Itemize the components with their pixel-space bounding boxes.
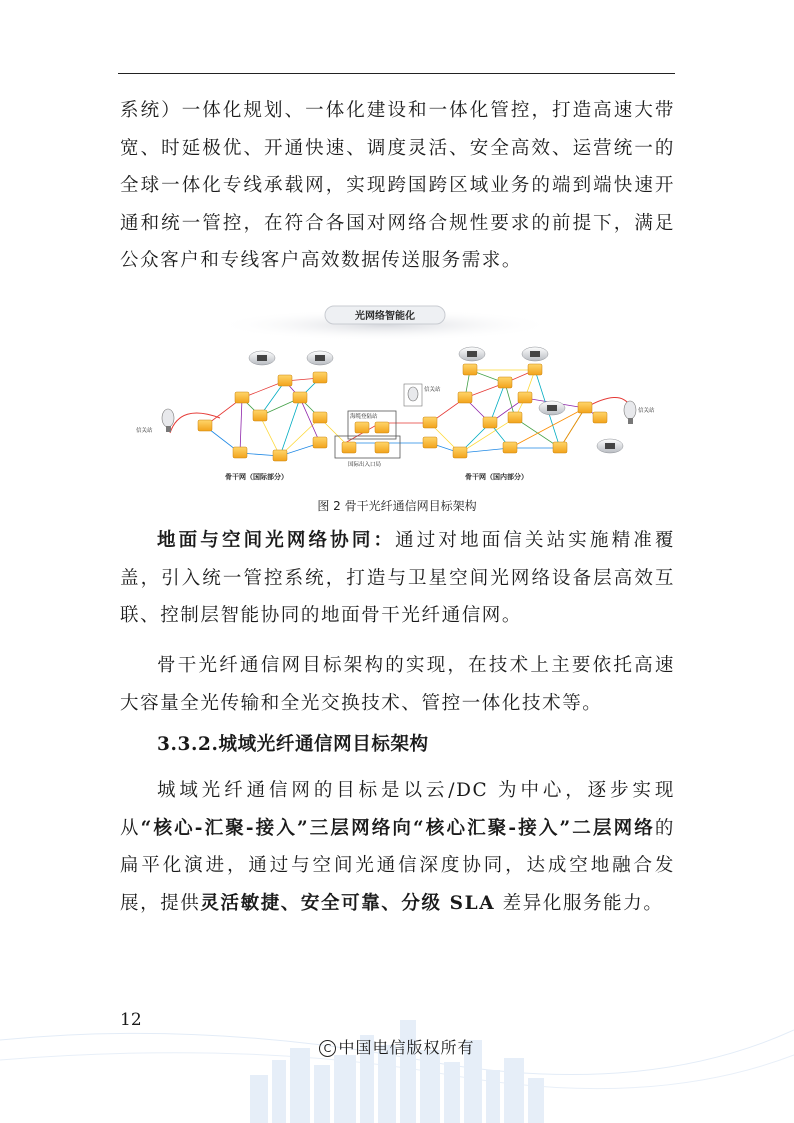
gateway-center-label: 信关站 <box>424 387 441 393</box>
backbone-intl-label: 骨干网（国际部分） <box>225 473 288 481</box>
paragraph-metro-network <box>120 772 675 922</box>
optical-node-icon <box>503 442 517 453</box>
server-icon <box>315 355 325 361</box>
optical-node-icon <box>518 392 532 403</box>
figure-banner: 光网络智能化 <box>355 311 415 322</box>
satellite-dish-icon <box>408 387 418 401</box>
copyright-icon: C <box>319 1040 336 1057</box>
optical-node-icon <box>528 364 542 375</box>
text-span: 的扁平化演进，通过与空间光通信深度协同，达成空地融合发展，提供 <box>120 817 675 914</box>
bold-span: 灵活敏捷、安全可靠、分级 SLA <box>200 892 496 914</box>
gateway-station-icons <box>136 384 655 434</box>
optical-node-icon <box>578 402 592 413</box>
backbone-domestic-label: 骨干网（国内部分） <box>465 473 528 481</box>
mesh-link <box>260 378 320 456</box>
satellite-dish-base <box>628 418 633 424</box>
optical-node-icon <box>463 364 477 375</box>
server-icon <box>605 443 615 449</box>
cable-station-label: 海缆登陆站 <box>350 414 378 420</box>
paragraph-intro: 系统）一体化规划、一体化建设和一体化管控，打造高速大带宽、时延极优、开通快速、调度灵活、安全高效、运营统一的全球一体化专线承载网，实现跨国跨区域业务的端到端快速开通和统一管控，在符合各国对网络合规性要求的前提下，满足公众客户和专线客户高效数据传送服务需求。 <box>120 100 675 271</box>
figure-caption: 图 2 骨干光纤通信网目标架构 <box>317 499 477 513</box>
copyright-text: 中国电信版权所有 <box>338 1038 475 1057</box>
optical-node-icon <box>278 375 292 386</box>
gateway-right-label: 信关站 <box>638 408 655 414</box>
satellite-link-arc <box>170 413 220 433</box>
copyright-notice <box>0 1035 794 1058</box>
optical-node-icon <box>483 417 497 428</box>
header-rule <box>118 73 675 74</box>
paragraph-ground-space-coordination <box>120 522 675 635</box>
optical-node-icon <box>235 392 249 403</box>
satellite-dish-base <box>166 426 171 432</box>
paragraph-body: 通过对地面信关站实施精准覆盖，引入统一管控系统，打造与卫星空间光网络设备层高效互联、控制层智能协同的地面骨干光纤通信网。 <box>120 530 675 626</box>
server-icon <box>257 355 267 361</box>
server-icon <box>467 351 477 357</box>
section-heading: 3.3.2.城域光纤通信网目标架构 <box>157 734 429 755</box>
optical-node-icon <box>253 410 267 421</box>
optical-node-icon <box>375 442 389 453</box>
optical-node-icon <box>313 437 327 448</box>
text-span: 城域光纤通信网的目标是以云/DC 为中心，逐步实现从 <box>120 780 675 839</box>
satellite-dish-icon <box>624 401 636 419</box>
mesh-link <box>260 416 345 456</box>
text-span: 差异化服务能力。 <box>495 892 664 914</box>
intl-gateway-label: 国际出入口局 <box>348 462 382 468</box>
paragraph-architecture-tech: 骨干光纤通信网目标架构的实现，在技术上主要依托高速大容量全光传输和全光交换技术、管控一体化技术等。 <box>120 655 675 714</box>
optical-node-icon <box>273 450 287 461</box>
optical-node-icon <box>423 417 437 428</box>
optical-node-icon <box>313 372 327 383</box>
optical-node-icon <box>375 422 389 433</box>
optical-node-icon <box>355 422 369 433</box>
optical-node-icon <box>233 447 247 458</box>
optical-node-icon <box>508 412 522 423</box>
optical-node-icon <box>458 392 472 403</box>
optical-node-icon <box>453 447 467 458</box>
server-icon <box>530 351 540 357</box>
optical-node-icon <box>423 437 437 448</box>
optical-node-icon <box>498 377 512 388</box>
optical-node-icon <box>198 420 212 431</box>
page-number: 12 <box>120 1010 142 1030</box>
mesh-link <box>205 426 320 456</box>
optical-node-icon <box>553 442 567 453</box>
satellite-dish-icon <box>162 409 174 427</box>
optical-node-icon <box>593 412 607 423</box>
mesh-link <box>240 381 320 453</box>
optical-node-icon <box>342 442 356 453</box>
backbone-architecture-figure <box>130 298 665 493</box>
paragraph-lead-term: 地面与空间光网络协同： <box>157 530 396 551</box>
bold-span: “核心-汇聚-接入”三层网络向“核心汇聚-接入”二层网络 <box>140 817 655 839</box>
optical-node-icon <box>293 392 307 403</box>
optical-node-icon <box>313 412 327 423</box>
gateway-left-label: 信关站 <box>136 428 153 434</box>
server-icon <box>547 405 557 411</box>
